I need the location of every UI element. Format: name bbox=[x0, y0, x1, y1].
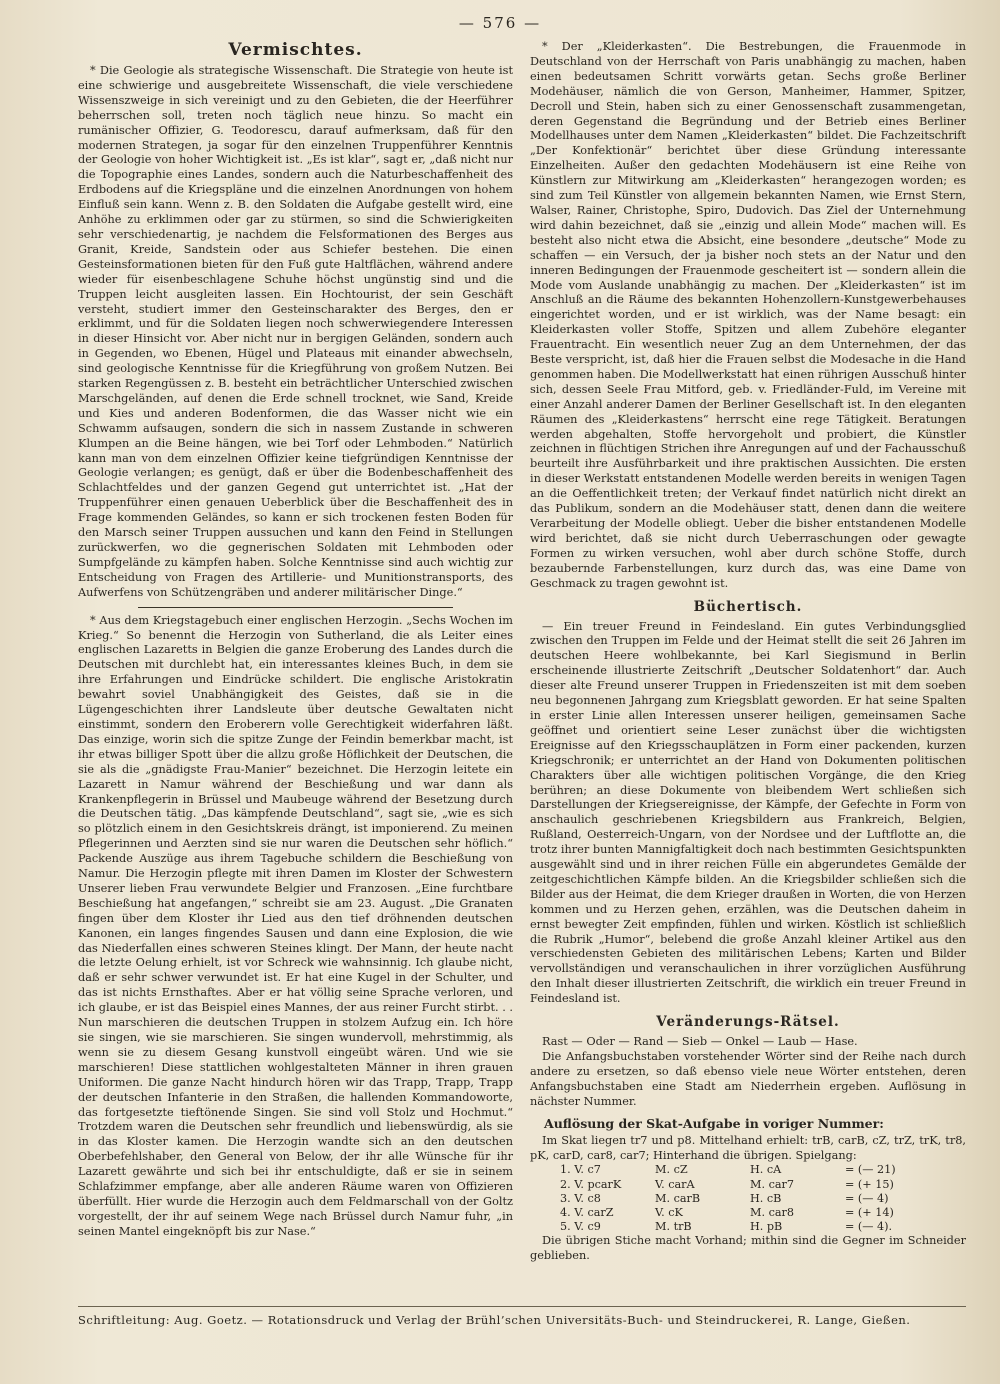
skat-cell: 2. V. pcarK bbox=[560, 1177, 622, 1191]
article-kriegstagebuch: * Aus dem Kriegstagebuch einer englischen Herzogin. „Sechs Wochen im Krieg.“ So benennt die Herzogin von Sutherland, die als Leiter eines englischen Lazaretts in Belgien die ganze Eroberung des Landes durch die Deutschen mit durchlebt hat, ein interessantes kleines Buch, in dem sie ihre Erfahrungen und Eindrücke schildert. Die englische Aristokratin bewahrt soviel Unabhängigkeit des Geistes, daß sie in die Lügengeschichten ihrer Landsleute über deutsche Gewaltaten nicht einstimmt, sondern den Eroberern volle Gerechtigkeit widerfahren läßt. Das einzige, worin sich die spitze Zunge der Feindin bemerkbar macht, ist ihr etwas billiger Spott über die allzu große Höflichkeit der Deutschen, die sie als die „gnädigste Frau-Manier“ bezeichnet. Die Herzogin leitete ein Lazarett in Namur während der Beschießung und war dann als Krankenpflegerin in Brüssel und Maubeuge während der Besetzung durch die Deutschen tätig. „Das kämpfende Deutschland“, sagt sie, „wie es sich so plötzlich einem in den Gesichtskreis drängt, ist imponierend. Zu meinen Pflegerinnen und Aerzten sind sie nur waren die Deutschen sehr höflich.“ Packende Auszüge aus ihrem Tagebuche schildern die Beschießung von Namur. Die Herzogin pflegte mit ihren Damen im Kloster der Schwestern Unserer lieben Frau verwundete Belgier und Franzosen. „Eine furchtbare Beschießung hat angefangen,“ schreibt sie am 23. August. „Die Granaten fingen über dem Kloster ihr Lied aus den tief dröhnenden deutschen Kanonen, ein langes fingendes Sausen und dann eine Explosion, die wie das Niederfallen eines schweren Steines klingt. Der Mann, der heute nacht die letzte Oelung erhielt, ist vor Schreck wie wahnsinnig. Ich glaube nicht, daß er sehr schwer verwundet ist. Er hat eine Kugel in der Schulter, und das ist nichts Ernsthaftes. Aber er hat völlig seine Sprache verloren, und ich glaube, er ist das Beispiel eines Mannes, der aus reiner Furcht stirbt. . . Nun marschieren die deutschen Truppen in stolzem Aufzug ein. Ich höre sie singen, wie sie marschieren. Sie singen wundervoll, mehrstimmig, als wenn sie zu diesem Gesang kunstvoll eingeübt wären. Und wie sie marschieren! Diese stattlichen wohlgestalteten Männer in ihren grauen Uniformen. Die ganze Nacht hindurch hören wir das Trapp, Trapp, Trapp der deutschen Infanterie in den Straßen, die hallenden Kommandoworte, das fortgesetzte tieftönende Singen. Sie sind voll Stolz und Hochmut.“ Trotzdem waren die Deutschen sehr freundlich und liebenswürdig, als sie in das Kloster kamen. Die Herzogin wandte sich an den deutschen Oberbefehlshaber, den General von Below, der ihr alle Wünsche für ihr Lazarett gewährte und sich bei ihr entschuldigte, daß er sie in seinem Schlafzimmer empfange, aber alle anderen Räume waren von Offizieren überfüllt. Hier wurde die Herzogin auch dem Feldmarschall von der Goltz vorgestellt, der ihr auf seinem Wege nach Brüssel durch Namur fuhr, „in seinen Mantel eingeknöpft bis zur Nase.“ bbox=[78, 613, 513, 1238]
skat-cell: = (+ 15) bbox=[845, 1177, 894, 1191]
skat-cell: = (— 21) bbox=[845, 1163, 896, 1177]
skat-outro: Die übrigen Stiche macht Vorhand; mithin sind die Gegner im Schneider geblieben. bbox=[530, 1234, 966, 1263]
right-column bbox=[530, 40, 966, 1300]
skat-table bbox=[530, 1163, 966, 1234]
skat-cell: M. cZ bbox=[655, 1163, 688, 1177]
divider bbox=[138, 607, 453, 608]
article-kleiderkasten: * Der „Kleiderkasten“. Die Bestrebungen, die Frauenmode in Deutschland von der Herrschaft von Paris unabhängig zu machen, haben einen bedeutsamen Schritt vorwärts getan. Sechs große Berliner Modehäuser, nämlich die von Gerson, Manheimer, Hammer, Spitzer, Decroll und Stein, haben sich zu einer Genossenschaft zusammengetan, deren Gegenstand die Begründung und der Betrieb eines Berliner Modellhauses unter dem Namen „Kleiderkasten“ bildet. Die Fachzeitschrift „Der Konfektionär“ berichtet über diese Gründung interessante Einzelheiten. Außer den gedachten Modehäusern ist eine Reihe von Künstlern zur Mitwirkung am „Kleiderkasten“ herangezogen worden; es sind zum Teil Künstler von allgemein bekannten Namen, wie Ernst Stern, Walser, Rainer, Christophe, Spiro, Dudovich. Das Ziel der Unternehmung wird dahin bezeichnet, daß sie „einzig und allein Mode“ machen will. Es besteht also nicht etwa die Absicht, eine besondere „deutsche“ Mode zu schaffen — ein Versuch, der ja bisher noch stets an der Natur und den inneren Bedingungen der Frauenmode gescheitert ist — sondern allein die Mode vom Auslande unabhängig zu machen. Der „Kleiderkasten“ ist im Anschluß an die Räume des bekannten Hohenzollern-Kunstgewerbehauses eingerichtet worden, und er ist wirklich, was der Name besagt: ein Kleiderkasten voller Stoffe, Spitzen und allem Zubehöre eleganter Frauentracht. Ein wesentlich neuer Zug an dem Unternehmen, der das Beste verspricht, ist, daß hier die Frauen selbst die Modesache in die Hand genommen haben. Die Modellwerkstatt hat einen rührigen Ausschuß hinter sich, dessen Seele Frau Mitford, geb. v. Friedländer-Fuld, im Vereine mit einer Anzahl anderer Damen der Berliner Gesellschaft ist. In den eleganten Räumen des „Kleiderkastens“ herrscht eine rege Tätigkeit. Beratungen werden abgehalten, Stoffe hervorgeholt und probiert, die Künstler zeichnen in flüchtigen Strichen ihre Anregungen auf und der Fachausschuß beurteilt ihre Ausführbarkeit und ihre praktischen Aussichten. Die ersten in dieser Werkstatt entstandenen Modelle werden bereits in wenigen Tagen an die Oeffentlichkeit treten; der Verkauf findet natürlich nicht direkt an das Publikum, sondern an die Modehäuser statt, denen dann die weitere Verarbeitung der Modelle obliegt. Ueber die bisher entstandenen Modelle wird berichtet, daß sie nicht durch Ueberraschungen oder gewagte Formen zu wirken versuchen, wohl aber durch schöne Stoffe, durch bezaubernde Farbenstellungen, kurz durch das, was eine Dame von Geschmack zu tragen gewohnt ist. bbox=[530, 40, 966, 590]
riddle-words: Rast — Oder — Rand — Sieb — Onkel — Laub — Hase. bbox=[542, 1035, 858, 1049]
skat-row bbox=[530, 1220, 966, 1234]
skat-cell: H. pB bbox=[750, 1220, 783, 1234]
skat-heading: Auflösung der Skat-Aufgabe in voriger Nummer: bbox=[544, 1115, 884, 1131]
skat-cell: H. cA bbox=[750, 1163, 782, 1177]
skat-cell: 4. V. carZ bbox=[560, 1206, 614, 1220]
skat-cell: M. carB bbox=[655, 1191, 701, 1205]
skat-cell: V. cK bbox=[655, 1206, 683, 1220]
skat-cell: M. car8 bbox=[750, 1206, 794, 1220]
riddle-text: Die Anfangsbuchstaben vorstehender Wörter sind der Reihe nach durch andere zu ersetzen, so daß ebenso viele neue Wörter entstehen, deren Anfangsbuchstaben eine Stadt am Niederrhein ergeben. Auflösung in nächster Nummer. bbox=[530, 1050, 966, 1108]
skat-cell: H. cB bbox=[750, 1191, 782, 1205]
skat-cell: V. carA bbox=[655, 1177, 695, 1191]
skat-cell: M. car7 bbox=[750, 1177, 794, 1191]
skat-cell: M. trB bbox=[655, 1220, 692, 1234]
skat-cell: = (— 4). bbox=[845, 1220, 893, 1234]
skat-cell: 5. V. c9 bbox=[560, 1220, 601, 1234]
section-heading-vermischtes: Vermischtes. bbox=[228, 40, 363, 60]
skat-row bbox=[530, 1206, 966, 1220]
skat-cell: 1. V. c7 bbox=[560, 1163, 601, 1177]
skat-row bbox=[530, 1163, 966, 1177]
section-heading-raetsel: Veränderungs-Rätsel. bbox=[656, 1014, 840, 1031]
skat-cell: 3. V. c8 bbox=[560, 1191, 601, 1205]
skat-row bbox=[530, 1178, 966, 1192]
imprint-footer: Schriftleitung: Aug. Goetz. — Rotationsdruck und Verlag der Brühl’schen Universitäts-Buch- und Steindruckerei, R. Lange, Gießen. bbox=[78, 1306, 966, 1327]
article-treuer-freund: — Ein treuer Freund in Feindesland. Ein gutes Verbindungsglied zwischen den Truppen im Felde und der Heimat stellt die seit 26 Jahren im deutschen Heere wohlbekannte, bei Karl Siegismund in Berlin erscheinende illustrierte Zeitschrift „Deutscher Soldatenhort“ dar. Auch dieser alte Freund unserer Truppen in Friedenszeiten ist mit dem soeben neu begonnenen Jahrgang zum Kriegsblatt geworden. Er hat seine Spalten in erster Linie allen Interessen unserer heiligen, gemeinsamen Sache geöffnet und orientiert seine Leser zunächst über die wichtigsten Ereignisse auf den Kriegsschauplätzen in Form einer packenden, kurzen Kriegschronik; er unterrichtet an der Hand von Dokumenten politischen Charakters über alle wichtigen politischen Vorgänge, die den Krieg berühren; an diese Dokumente von bleibendem Wert schließen sich Darstellungen der Kriegsereignisse, der Kämpfe, der Gefechte in Form von anschaulich geschriebenen Kriegsbildern aus Frankreich, Belgien, Rußland, Oesterreich-Ungarn, von der Nordsee und der Luftflotte an, die trotz ihrer bunten Mannigfaltigkeit doch nach bestimmten Gesichtspunkten ausgewählt sind und in ihrer reichen Fülle ein abgerundetes Gemälde der zeitgeschichtlichen Kämpfe bilden. An die Kriegsbilder schließen sich die Bilder aus der Heimat, die dem Krieger draußen in Worten, die von Herzen kommen und zu Herzen gehen, erzählen, was die Deutschen daheim in ernst bewegter Zeit empfinden, fühlen und wirken. Köstlich ist schließlich die Rubrik „Humor“, belebend die große Anzahl kleiner Artikel aus den verschiedensten Gebieten des militärischen Lebens; Karten und Bilder vervollständigen und veranschaulichen in ihrer vorzüglichen Ausführung den Inhalt dieser illustrierten Zeitschrift, die wirklich ein treuer Freund in Feindesland ist. bbox=[530, 619, 966, 1006]
page-number: — 576 — bbox=[458, 14, 542, 32]
skat-intro: Im Skat liegen tr7 und p8. Mittelhand erhielt: trB, carB, cZ, trZ, trK, tr8, pK, carD, car8, car7; Hinterhand die übrigen. Spielgang: bbox=[530, 1133, 966, 1162]
skat-row bbox=[530, 1192, 966, 1206]
skat-cell: = (+ 14) bbox=[845, 1206, 894, 1220]
left-column bbox=[78, 40, 513, 1300]
skat-cell: = (— 4) bbox=[845, 1191, 889, 1205]
article-geologie: * Die Geologie als strategische Wissenschaft. Die Strategie von heute ist eine schwierige und ausgebreitete Wissenschaft, die viele verschiedene Wissenszweige in sich vereinigt und zu den Gebieten, die der Heerführer beherrschen soll, treten noch täglich neue hinzu. So macht ein rumänischer Offizier, G. Teodorescu, darauf aufmerksam, daß für den modernen Strategen, ja sogar für den einzelnen Truppenführer Kenntnis der Geologie von hoher Wichtigkeit ist. „Es ist klar“, sagt er, „daß nicht nur die Topographie eines Landes, sondern auch die Naturbeschaffenheit des Erdbodens auf die Kriegspläne und die einzelnen Anordnungen von hohem Einfluß sein kann. Wenn z. B. den Soldaten die Aufgabe gestellt wird, eine Anhöhe zu erklimmen oder gar zu stürmen, so sind die Schwierigkeiten sehr verschiedenartig, je nachdem die Felsformationen des Berges aus Granit, Kreide, Sandstein oder aus Schiefer bestehen. Die einen Gesteinsformationen bieten für den Fuß gute Haltflächen, während andere wieder für eisenbeschlagene Schuhe höchst ungünstig sind und die Truppen leicht ausgleiten lassen. Ein Hochtourist, der sein Geschäft versteht, studiert immer den Gesteinscharakter des Berges, den er erklimmt, und für die Soldaten liegen noch schwerwiegendere Interessen in dieser Hinsicht vor. Aber nicht nur in bergigen Geländen, sondern auch in Gegenden, wo Ebenen, Hügel und Plateaus mit einander abwechseln, sind geologische Kenntnisse für die Kriegführung von großem Nutzen. Bei starken Regengüssen z. B. besteht ein beträchtlicher Unterschied zwischen Marschgeländen, auf denen die Erde schnell trocknet, wie Sand, Kreide und Kies und anderen Bodenformen, die das Wasser nicht wie ein Schwamm aufsaugen, sondern die sich in nassem Zustande in schweren Klumpen an die Beine hängen, wie bei Torf oder Lehmboden.“ Natürlich kann man von dem einzelnen Offizier keine tiefgründigen Kenntnisse der Geologie verlangen; es genügt, daß er über die Bodenbeschaffenheit des Schlachtfeldes und der ganzen Gegend gut unterrichtet ist. „Hat der Truppenführer einen genauen Ueberblick über die Beschaffenheit des in Frage kommenden Geländes, so kann er sich trockenen festen Boden für den Marsch seiner Truppen aussuchen und kann den Feind in Stellungen zurückwerfen, wo die gegnerischen Soldaten mit Lehmboden oder Sumpfgelände zu kämpfen haben. Solche Kenntnisse sind auch wichtig zur Entscheidung von Fragen des Artillerie- und Munitionstransports, des Aufwerfens von Schützengräben und anderer militärischer Dinge.“ bbox=[78, 64, 513, 599]
section-heading-buechertisch: Büchertisch. bbox=[693, 598, 803, 615]
